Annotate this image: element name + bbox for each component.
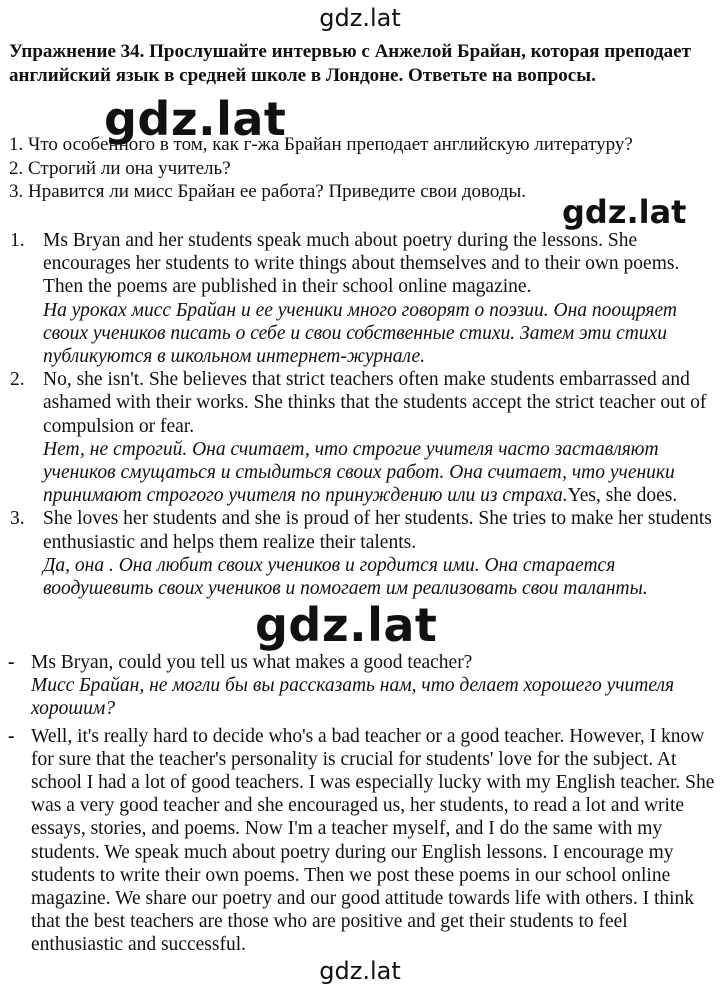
answer-number: 2. (10, 369, 25, 391)
answer-russian-text: Нет, не строгий. Она считает, что строгие учителя часто заставляют учеников смущаться и стыдиться своих работ. Она считает, что ученики принимают строгого учителя по принуждению или из страха. (43, 438, 675, 507)
dialog-english: Well, it's really hard to decide who's a bad teacher or a good teacher. However, I know for sure that the teacher's personality is crucial for students' love for the subject. At school I had a lot of good teachers. I was especially lucky with my English teacher. She was a very good teacher and she encouraged us, her students, to read a lot and write essays, stories, and poems. Now I'm a teacher myself, and I do the same with my students. We speak much about poetry during our English lessons. I encourage my students to write their own poems. Then we post these poems in our school online magazine. We share our poetry and our good attitude towards life with others. I think that the best teachers are those who are positive and get their students to feel enthusiastic and successful. (31, 725, 715, 956)
answer-number: 3. (10, 508, 25, 530)
dash-marker: - (8, 652, 15, 673)
answer-2 (0, 368, 720, 507)
answer-russian: На уроках мисс Брайан и ее ученики много говорят о поэзии. Она поощряет своих учеников писать о себе и свои собственные стихи. Затем эти стихи публикуются в школьном интернет-журнале. (43, 299, 677, 368)
dash-marker: - (8, 725, 15, 747)
dialog-line-question (0, 651, 720, 721)
question-3: 3. Нравится ли мисс Брайан ее работа? Приведите свои доводы. (9, 181, 527, 202)
dialog-russian: Мисс Брайан, не могли бы вы рассказать нам, что делает хорошего учителя хорошим? (31, 675, 675, 720)
question-2: 2. Строгий ли она учитель? (9, 157, 231, 179)
exercise-title: Упражнение 34. Прослушайте интервью с Анжелой Брайан, которая преподает английский язык в средней школе в Лондоне. Ответьте на вопросы. (9, 41, 691, 86)
answer-english: She loves her students and she is proud of her students. She tries to make her students enthusiastic and helps them realize their talents. (43, 508, 712, 553)
answer-russian: Да, она . Она любит своих учеников и гордится ими. Она старается воодушевить своих учеников и помогает им реализовать свои таланты. (43, 554, 648, 600)
answer-english: Ms Bryan and her students speak much about poetry during the lessons. She encourages her students to write things about themselves and to their own poems. Then the poems are published in their school online magazine. (43, 230, 680, 298)
answer-3 (0, 507, 720, 600)
dialog-line-answer (0, 725, 720, 957)
answer-russian (43, 438, 720, 508)
answer-1 (0, 229, 720, 368)
watermark-large-2: gdz.lat (562, 193, 687, 231)
watermark-top: gdz.lat (319, 4, 401, 32)
answer-english: No, she isn't. She believes that strict teachers often make students embarrassed and ashamed with their works. She thinks that the students accept the strict teacher out of compulsion or fear. (43, 369, 707, 437)
answers-list (0, 229, 720, 600)
watermark-large-1: gdz.lat (104, 92, 287, 146)
dialog-english: Ms Bryan, could you tell us what makes a good teacher? (31, 652, 473, 673)
answer-extra: Yes, she does. (567, 485, 678, 507)
question-1: 1. Что особенного в том, как г-жа Брайан преподает английскую литературу? (9, 134, 633, 155)
watermark-large-3: gdz.lat (255, 598, 438, 652)
answer-number: 1. (10, 230, 25, 251)
watermark-bottom: gdz.lat (319, 957, 401, 985)
interview-dialog (0, 651, 720, 957)
